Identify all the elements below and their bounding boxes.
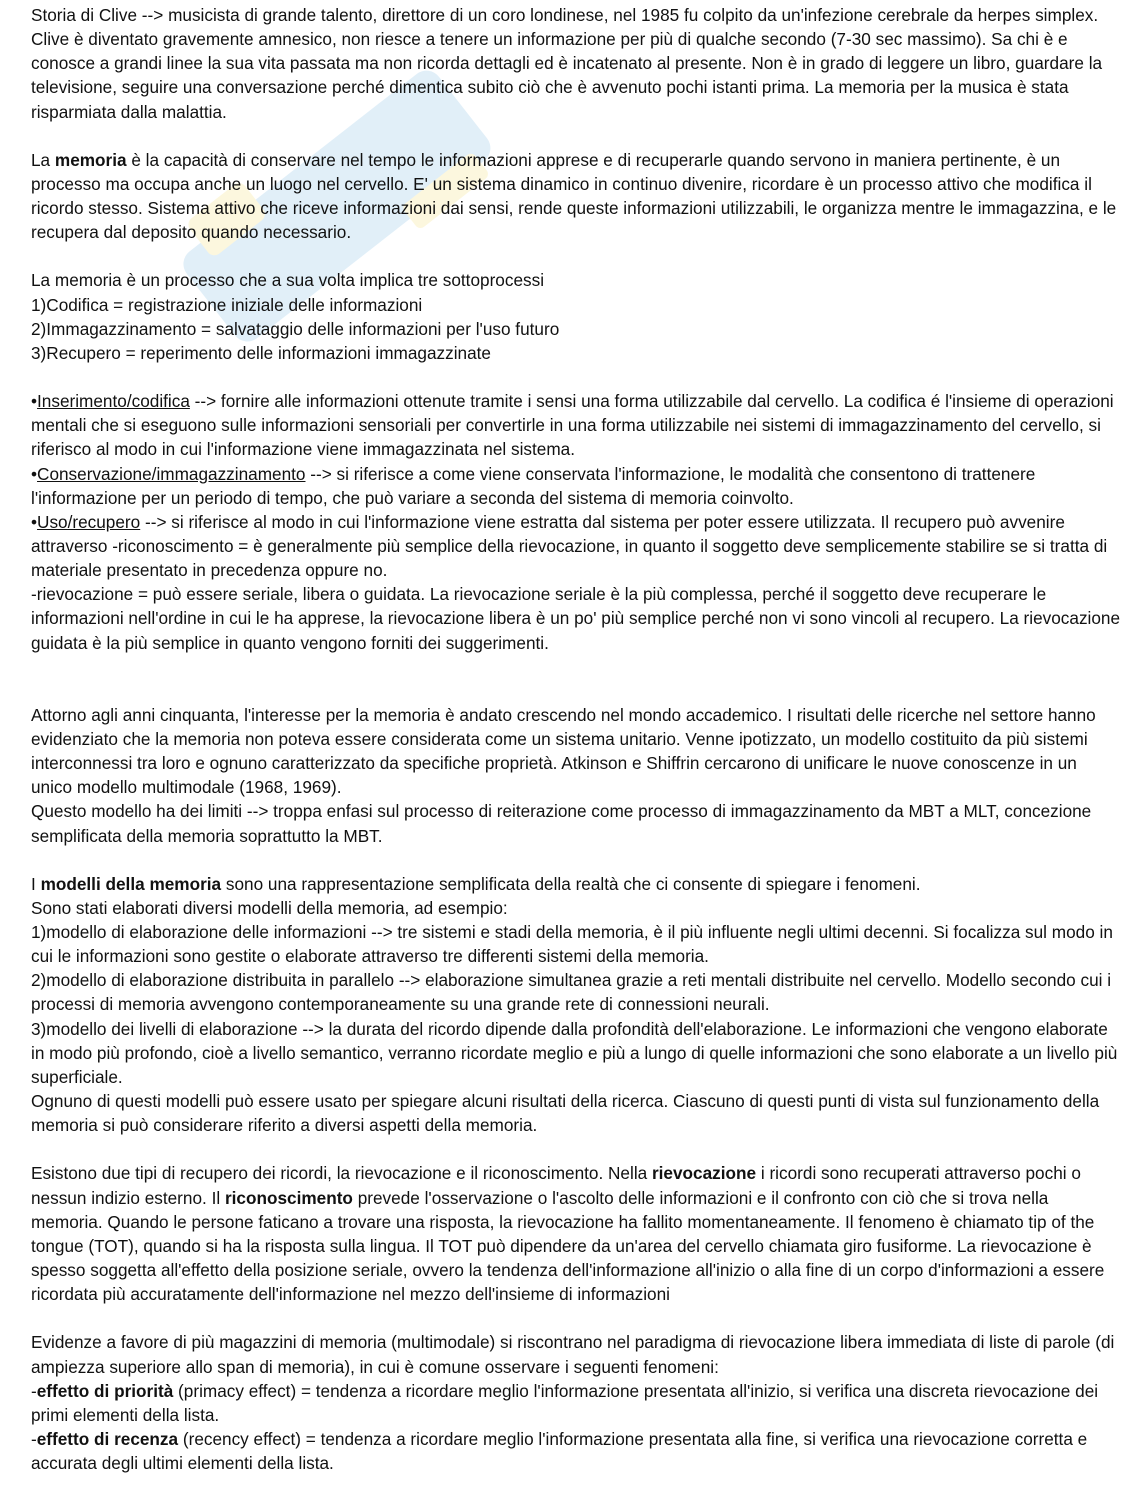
paragraph-memoria-definition: La memoria è la capacità di conservare nel tempo le informazioni apprese e di recuperarle quando servono in maniera pertinente, è un processo ma occupa anche un luogo nel cervello. E' un sistema dinamico in continuo divenire, ricordare è un processo attivo che modifica il ricordo stesso. Sistema attivo che riceve informazioni dai sensi, rende queste informazioni utilizzabili, le organizza mentre le immagazzina, e le recupera dal deposito quando necessario. <box>31 149 1117 243</box>
paragraph-recupero-tipi: Esistono due tipi di recupero dei ricordi, la rievocazione e il riconoscimento. Nella rievocazione i ricordi sono recuperati attraverso pochi o nessun indizio esterno. Il riconoscimento prevede l'osservazione o l'ascolto delle informazioni e il confronto con ciò che si trova nella memoria. Quando le persone faticano a trovare una risposta, la rievocazione ha fallito momentaneamente. Il fenomeno è chiamato tip of the tongue (TOT), quando si ha la risposta sulla lingua. Il TOT può dipendere da un'area del cervello chiamata giro fusiforme. La rievocazione è spesso soggetta all'effetto della posizione seriale, ovvero la tendenza dell'informazione all'inizio o alla fine di un corpo d'informazioni a essere ricordata più accuratamente dell'informazione nel mezzo dell'insieme di informazioni <box>31 1163 1105 1305</box>
term-modelli-della-memoria: modelli della memoria <box>40 873 222 894</box>
list-line: 3)modello dei livelli di elaborazione --> la durata del ricordo dipende dalla profondità dell'elaborazione. Le informazioni che vengono elaborate in modo più profondo, cioè a livello semantico, verranno ricordate meglio e più a lungo di quelle informazioni che sono elaborate a un livello più superficiale. <box>31 1018 1118 1087</box>
list-line: Ognuno di questi modelli può essere usato per spiegare alcuni risultati della ricerca. Ciascuno di questi punti di vista sul funzionamento della memoria si può considerare riferito a diversi aspetti della memoria. <box>31 1091 1100 1136</box>
term-riconoscimento: riconoscimento <box>224 1187 353 1208</box>
list-line: Sono stati elaborati diversi modelli della memoria, ad esempio: <box>31 897 508 918</box>
line-rievocazione: -rievocazione = può essere seriale, libera o guidata. La rievocazione seriale è la più complessa, perché il soggetto deve recuperare le informazioni nell'ordine in cui le ha apprese, la rievocazione libera è un po' più semplice perché non vi sono vincoli al recupero. La rievocazione guidata è la più semplice in quanto vengono forniti dei suggerimenti. <box>31 584 1121 653</box>
paragraph-evidenze: Evidenze a favore di più magazzini di memoria (multimodale) si riscontrano nel paradigma di rievocazione libera immediata di liste di parole (di ampiezza superiore allo span di memoria), in cui è comune osservare i seguenti fenomeni: <box>31 1332 1115 1377</box>
term-effetto-priorita: effetto di priorità <box>36 1380 174 1401</box>
bullet-codifica: •Inserimento/codifica --> fornire alle informazioni ottenute tramite i sensi una forma utilizzabile dal cervello. La codifica é l'insieme di operazioni mentali che si eseguono sulle informazioni sensoriali per convertirle in una forma utilizzabile nei sistemi di immagazzinamento del cervello, si riferisco al modo in cui l'informazione viene immagazzinata nel sistema. <box>31 391 1114 460</box>
effect-primacy: -effetto di priorità (primacy effect) = tendenza a ricordare meglio l'informazione presentata all'inizio, si verifica una discreta rievocazione dei primi elementi della lista. <box>31 1380 1099 1425</box>
list-line: La memoria è un processo che a sua volta implica tre sottoprocessi <box>31 270 545 291</box>
list-line: 2)modello di elaborazione distribuita in parallelo --> elaborazione simultanea grazie a reti mentali distribuite nel cervello. Modello secondo cui i processi di memoria avvengono contemporaneamente su una grande rete di connessioni neurali. <box>31 970 1112 1015</box>
term-effetto-recenza: effetto di recenza <box>36 1428 179 1449</box>
bullet-recupero: •Uso/recupero --> si riferisce al modo in cui l'informazione viene estratta dal sistema per poter essere utilizzata. Il recupero può avvenire attraverso -riconoscimento = è generalmente più semplice della rievocazione, in quanto il soggetto deve semplicemente stabilire se si tratta di materiale presentato in precedenza oppure no. <box>31 511 1108 581</box>
effect-recency: -effetto di recenza (recency effect) = tendenza a ricordare meglio l'informazione presentata alla fine, si verifica una rievocazione corretta e accurata degli ultimi elementi della lista. <box>31 1428 1088 1474</box>
term-codifica: Inserimento/codifica <box>37 391 190 412</box>
term-memoria: memoria <box>54 149 127 170</box>
paragraph-clive: Storia di Clive --> musicista di grande talento, direttore di un coro londinese, nel 1985 fu colpito da un'infezione cerebrale da herpes simplex. Clive è diventato gravemente amnesico, non riesce a tenere un informazione per più di qualche secondo (7-30 sec massimo). Sa chi è e conosce a grandi linee la sua vita passata ma non ricorda dettagli ed è incatenato al presente. Non è in grado di leggere un libro, guardare la televisione, seguire una conversazione perché dimentica subito ciò che è avvenuto pochi istanti prima. La memoria per la musica è stata risparmiata dalla malattia. <box>31 5 1103 122</box>
term-rievocazione: rievocazione <box>651 1163 757 1184</box>
list-line: 1)modello di elaborazione delle informazioni --> tre sistemi e stadi della memoria, è il più influente negli ultimi decenni. Si focalizza sul modo in cui le informazioni sono gestite o elaborate attraverso tre differenti sistemi della memoria. <box>31 922 1113 967</box>
list-line: 1)Codifica = registrazione iniziale delle informazioni <box>31 294 423 315</box>
bullet-immagazzinamento: •Conservazione/immagazzinamento --> si riferisce a come viene conservata l'informazione, le modalità che consentono di trattenere l'informazione per un periodo di tempo, che può variare a seconda del sistema di memoria coinvolto. <box>31 463 1036 508</box>
term-recupero: Uso/recupero <box>37 511 141 532</box>
term-immagazzinamento: Conservazione/immagazzinamento <box>37 463 306 484</box>
paragraph-modelli: I modelli della memoria sono una rappresentazione semplificata della realtà che ci consente di spiegare i fenomeni. <box>31 873 921 894</box>
paragraph-model-limits: Questo modello ha dei limiti --> troppa enfasi sul processo di reiterazione come processo di immagazzinamento da MBT a MLT, concezione semplificata della memoria soprattutto la MBT. <box>31 801 1092 846</box>
document-page <box>31 3 1121 1475</box>
list-line: 2)Immagazzinamento = salvataggio delle informazioni per l'uso futuro <box>31 318 560 339</box>
paragraph-atkinson-shiffrin: Attorno agli anni cinquanta, l'interesse per la memoria è andato crescendo nel mondo accademico. I risultati delle ricerche nel settore hanno evidenziato che la memoria non poteva essere considerata come un sistema unitario. Venne ipotizzato, un modello costituito da più sistemi interconnessi tra loro e ognuno caratterizzato da specifiche proprietà. Atkinson e Shiffrin cercarono di unificare le nuove conoscenze in un unico modello multimodale (1968, 1969). <box>31 704 1096 798</box>
list-line: 3)Recupero = reperimento delle informazioni immagazzinate <box>31 342 491 363</box>
